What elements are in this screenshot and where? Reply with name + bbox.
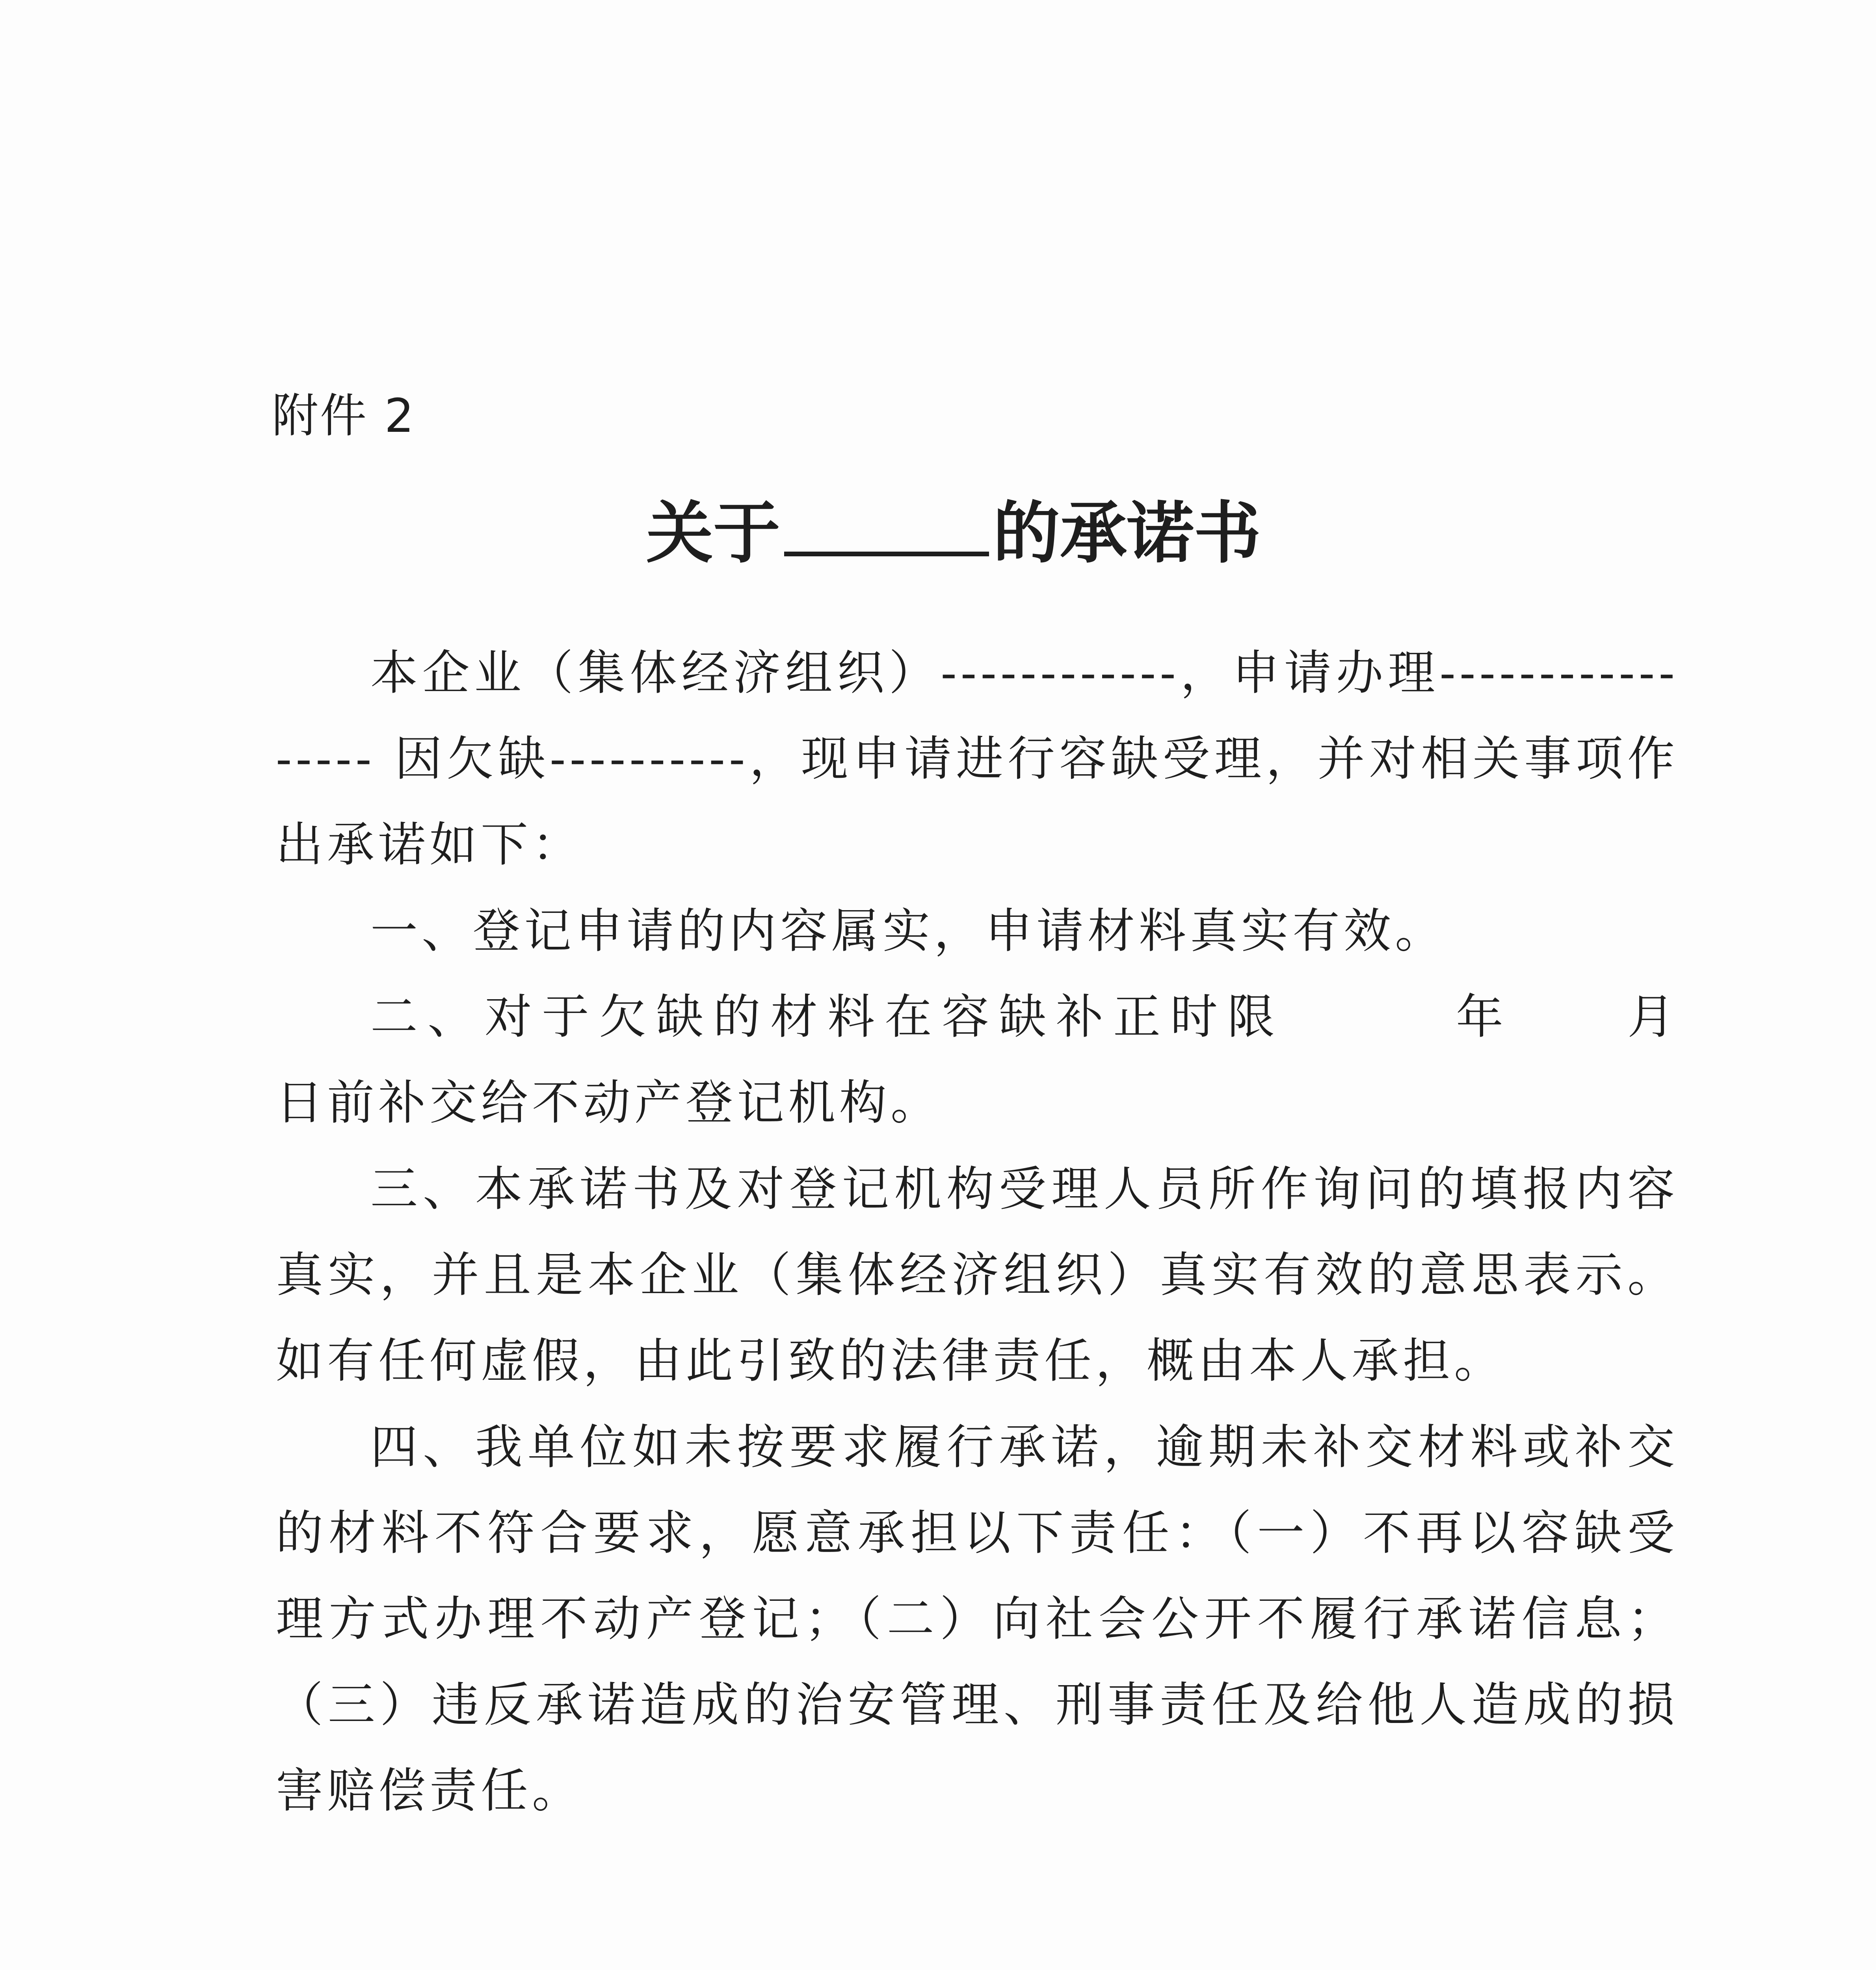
commitment-item-1: 一、登记申请的内容属实，申请材料真实有效。 bbox=[370, 904, 1446, 959]
title-blank-line bbox=[784, 492, 989, 556]
document-title bbox=[646, 492, 1261, 573]
attachment-label: 附件 2 bbox=[272, 388, 416, 443]
intro-paragraph: 本企业（集体经济组织）------------，申请办理----------------- 因欠缺----------，现申请进行容缺受理，并对相关事项作出承诺如下： bbox=[276, 646, 1679, 872]
commitment-item-2: 二、对于欠缺的材料在容缺补正时限 年 月 日前补交给不动产登记机构。 bbox=[276, 990, 1781, 1130]
commitment-item-3: 三、本承诺书及对登记机构受理人员所作询问的填报内容真实，并且是本企业（集体经济组织）真实有效的意思表示。如有任何虚假，由此引致的法律责任，概由本人承担。 bbox=[276, 1162, 1679, 1388]
commitment-item-4: 四、我单位如未按要求履行承诺，逾期未补交材料或补交的材料不符合要求，愿意承担以下责任：（一）不再以容缺受理方式办理不动产登记；（二）向社会公开不履行承诺信息；（三）违反承诺造成的治安管理、刑事责任及给他人造成的损害赔偿责任。 bbox=[276, 1420, 1679, 1818]
title-suffix: 的承诺书 bbox=[993, 494, 1261, 572]
title-prefix: 关于 bbox=[646, 494, 781, 572]
